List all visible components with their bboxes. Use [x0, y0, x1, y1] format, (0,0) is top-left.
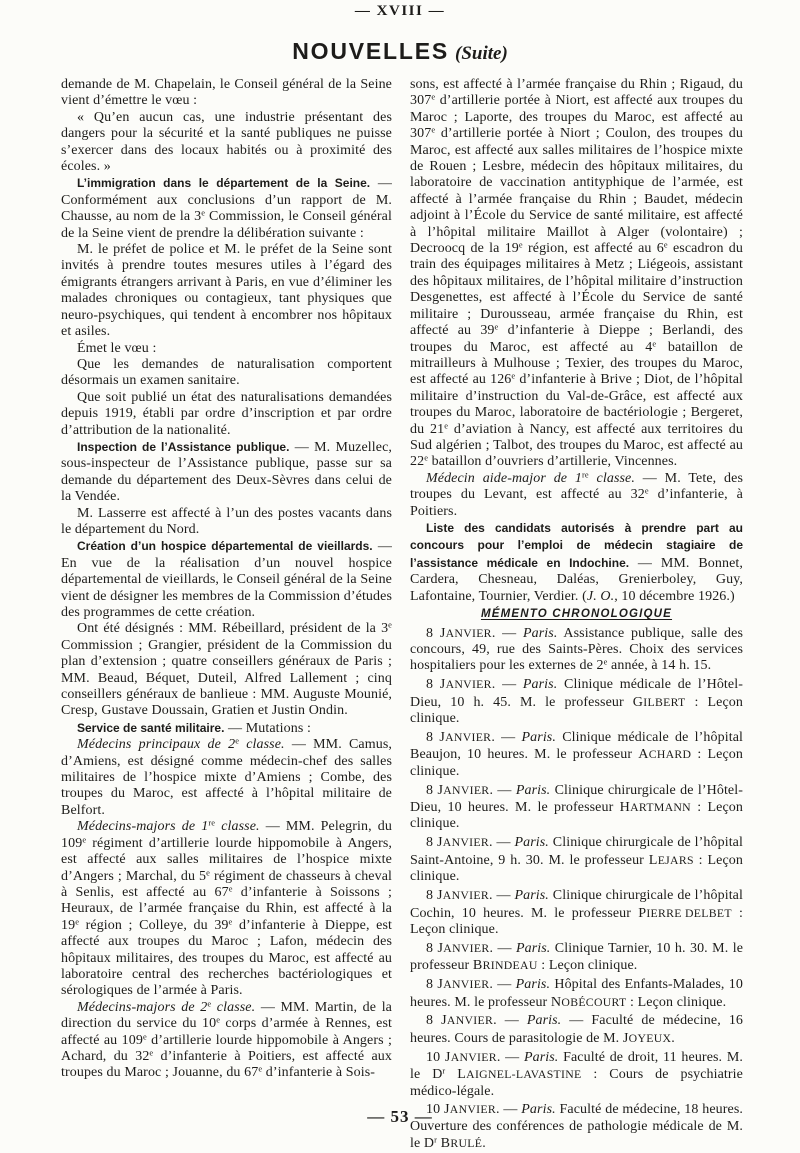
small-caps-run: JANVIER — [437, 781, 490, 798]
superscript-run: e — [228, 884, 233, 894]
text-run: — Faculté de médecine, 16 heures. Cours de parasitologie de M. — [410, 1013, 744, 1046]
superscript-run: r — [434, 1135, 438, 1145]
memento-entry — [410, 729, 743, 780]
text-run: . — — [496, 1049, 524, 1065]
text-run: . — — [491, 625, 523, 641]
small-caps-run: HARTMANN — [619, 799, 691, 816]
small-caps-run: GILBERT — [632, 693, 686, 710]
superscript-run: e — [142, 1031, 147, 1041]
text-run: — En vue de la réalisation d’un nouvel hospice départemental de vieillards, le Conseil général de la Seine vient de désigner les membres de la Commission d’études des programmes de cette création. — [61, 539, 392, 620]
text-run: : Leçon clinique. — [410, 694, 743, 727]
text-run: Clinique chirurgicale de l’hôpital Saint-Antoine, 9 h. 30. M. le professeur — [410, 835, 743, 868]
text-run: 8 — [426, 677, 440, 693]
text-run — [445, 1067, 457, 1082]
small-caps-run: BRINDEAU — [472, 957, 538, 974]
text-run: d’aviation à Nancy, est affecté aux territoires du Sud algérien ; Talbot, des troupes du Maroc, est affecté au 22 — [410, 421, 743, 470]
text-run: . — [671, 1030, 675, 1046]
memento-entry — [410, 782, 743, 833]
text-run: . — — [489, 782, 516, 798]
text-run: 8 — [426, 729, 440, 745]
italic-run: Paris. — [514, 835, 549, 851]
text-run: d’infanterie à Dieppe, est affecté aux troupes du Maroc ; Lafon, médecin des hôpitaux militaires, des troupes du Maroc, est affecté au laboratoire central des recherches bactériologiques et sérologiques de l’armée à Paris. — [61, 917, 392, 999]
paragraph — [410, 77, 743, 471]
text-run: — Conformément aux conclusions d’un rapport de M. Chausse, au nom de la 3 — [61, 176, 392, 225]
text-run: : Leçon clinique. — [626, 994, 727, 1010]
bold-heading-run: Service de santé militaire. — [77, 720, 225, 735]
memento-entry — [410, 887, 743, 938]
superscript-run: e — [652, 338, 657, 348]
text-run: . — — [489, 977, 516, 993]
bold-heading-run: Liste des candidats autorisés à prendre part au concours pour l’emploi de médecin stagiaire de l’assistance médicale en Indochine. — [410, 520, 743, 570]
text-run: Que les demandes de naturalisation comportent désormais un examen sanitaire. — [61, 356, 392, 389]
small-caps-run: BRULÉ — [440, 1135, 483, 1152]
italic-run: classe. — [239, 737, 285, 753]
italic-run: Paris. — [526, 1013, 562, 1029]
small-caps-run: JANVIER — [437, 976, 490, 993]
small-caps-run: NOBÉCOURT — [550, 993, 627, 1010]
superscript-run: e — [201, 208, 206, 218]
italic-run: Paris. — [515, 782, 551, 798]
italic-run: Médecins-majors de 1 — [77, 819, 209, 835]
text-run: d’infanterie à Dieppe ; Berlandi, des troupes du Maroc, est affecté au 4 — [410, 323, 743, 355]
paragraph — [61, 819, 392, 999]
paragraph — [61, 621, 392, 719]
text-run: d’infanterie à Sois- — [262, 1065, 376, 1081]
small-caps-run: JANVIER — [444, 1101, 496, 1118]
memento-entry — [410, 940, 743, 975]
text-run: , 10 décembre 1926.) — [614, 588, 735, 604]
text-run: : Cours de psychiatrie médico-légale. — [410, 1067, 743, 1099]
small-caps-run: LEJARS — [648, 851, 694, 868]
text-run: Hôpital des Enfants-Malades, 10 heures. M. le professeur — [410, 977, 744, 1010]
text-run: Commission, le Conseil général de la Seine vient de prendre la délibération suivante : — [61, 209, 392, 241]
small-caps-run: JANVIER — [439, 624, 492, 641]
text-run: d’artillerie lourde hippomobile à Angers ; Achard, du 32 — [61, 1032, 392, 1064]
superscript-run: e — [424, 453, 429, 463]
memento-heading: MÉMENTO CHRONOLOGIQUE — [480, 608, 673, 620]
paragraph — [61, 1000, 392, 1082]
superscript-run: e — [228, 917, 233, 927]
text-run: Clinique Tarnier, 10 h. 30. M. le professeur — [410, 940, 744, 974]
text-run: d’artillerie portée à Niort ; Coulon, des troupes du Maroc, est affecté aux salles militaires de l’hospice mixte de Rouen ; Lesbre, médecin des hôpitaux militaires, du laboratoire de vaccination antityphique de l’armée, est affecté à l’armée française du Rhin ; Baudet, médecin adjoint à l’École du Service de santé militaire, est affecté à l’hôpital militaire Maillot à Alger (volontaire) ; Decroocq de la 19 — [410, 126, 743, 257]
text-run: d’artillerie portée à Niort, est affecté aux troupes du Maroc ; Laporte, des troupes du Maroc, est affecté au 307 — [410, 93, 743, 142]
superscript-run: e — [216, 1015, 221, 1025]
text-run: Commission ; Grangier, président de la Commission du plan d’extension ; quatre conseillers généraux de Paris ; MM. Beaud, Béquet, Duteil, Alfred Lallement ; cinq conseillers généraux de banlieue : MM. Auguste Mounié, Cresp, Gustave Doussain, Gratien et Justin Ondin. — [61, 637, 392, 719]
text-run: — MM. Bonnet, Cardera, Chesneau, Daléas, Grenierboley, Guy, Lafontaine, Tournier, Verdier. ( — [410, 555, 743, 604]
text-run: 10 — [426, 1102, 444, 1118]
text-run: . — — [488, 835, 515, 851]
italic-run: Médecins principaux de 2 — [77, 737, 236, 753]
text-run: bataillon de mitrailleurs à Mulhouse ; Texier, des troupes du Maroc, est affecté au 126 — [410, 339, 743, 388]
superscript-run: r — [442, 1066, 446, 1076]
text-run: Émet le vœu : — [77, 340, 157, 356]
section-title-main: NOUVELLES — [292, 38, 449, 64]
italic-run: Paris. — [523, 625, 558, 641]
bold-heading-run: L’immigration dans le département de la Seine. — [77, 176, 371, 191]
paragraph — [61, 538, 392, 621]
memento-entries — [410, 625, 743, 1153]
text-run: . — — [491, 677, 523, 693]
small-caps-run: JANVIER — [436, 834, 489, 851]
right-column — [410, 77, 743, 1153]
memento-entry — [410, 676, 743, 727]
text-run: Ont été désignés : MM. Rébeillard, président de la 3 — [77, 621, 389, 637]
text-run: d’infanterie, à Poitiers. — [410, 487, 743, 519]
text-run: régiment d’artillerie lourde hippomobile à Angers, est affecté aux salles militaires de l’hospice mixte d’Angers ; Marchal, du 5 — [61, 835, 392, 884]
small-caps-run: JANVIER — [439, 676, 492, 693]
text-run: 8 — [426, 1013, 442, 1029]
text-run: 10 — [426, 1049, 445, 1065]
text-run: corps d’armée à Rennes, est affecté au 109 — [61, 1016, 392, 1048]
text-run: région ; Colleye, du 39 — [79, 917, 229, 933]
text-run: Clinique médicale de l’Hôtel-Dieu, 10 h. 45. M. le professeur — [410, 677, 743, 710]
superscript-run: e — [511, 371, 516, 381]
memento-entry — [410, 834, 743, 885]
section-title-suffix: (Suite) — [455, 43, 508, 64]
text-run: . — — [488, 888, 515, 904]
superscript-run: e — [235, 736, 240, 746]
superscript-run: e — [518, 240, 523, 250]
text-run: 8 — [426, 977, 438, 993]
superscript-run: e — [494, 322, 499, 332]
superscript-run: e — [431, 92, 436, 102]
text-run: 8 — [426, 835, 437, 851]
text-run: — MM. Martin, de la direction du service du 10 — [61, 999, 392, 1032]
superscript-run: e — [644, 486, 649, 496]
superscript-run: e — [258, 1064, 263, 1074]
paragraph — [61, 175, 392, 242]
superscript-run: e — [663, 240, 668, 250]
italic-run: Paris. — [515, 940, 551, 956]
superscript-run: e — [603, 657, 608, 667]
paragraph — [61, 242, 392, 340]
italic-run: Médecin aide-major de 1 — [426, 470, 583, 486]
text-run: — M. Tete, des troupes du Levant, est affecté au 32 — [410, 470, 744, 503]
text-run: Clinique médicale de l’hôpital Beaujon, 10 heures. M. le professeur — [410, 729, 744, 763]
page-number: — 53 — — [367, 1107, 433, 1126]
small-caps-run: JANVIER — [436, 887, 489, 904]
small-caps-run: PIERRE DELBET — [638, 904, 732, 921]
paragraph — [410, 520, 743, 605]
text-run: d’infanterie à Soissons ; Heuraux, de l’armée française du Rhin, est affecté à la 19 — [61, 884, 392, 933]
text-run: — M. Muzellec, sous-inspecteur de l’Assistance publique, passe sur sa demande du département des Deux-Sèvres dans celui de la Vendée. — [61, 439, 392, 505]
paragraph — [61, 720, 392, 737]
text-run: — MM. Camus, d’Amiens, est désigné comme médecin-chef des salles militaires de l’hospice mixte d’Amiens ; Combe, des troupes du Maroc, est affecté à l’hôpital militaire de Belfort. — [61, 737, 392, 818]
text-run: demande de M. Chapelain, le Conseil général de la Seine vient d’émettre le vœu : — [61, 77, 392, 109]
paragraph — [61, 439, 392, 506]
text-run: d’infanterie à Brive ; Diot, de l’hôpital militaire d’instruction du Val-de-Grâce, est affecté aux troupes du Maroc, laboratoire de bactériologie ; Bergeret, du 21 — [410, 372, 743, 437]
bold-heading-run: Inspection de l’Assistance publique. — [77, 439, 290, 454]
paragraph — [61, 357, 392, 390]
small-caps-run: JANVIER — [441, 1012, 494, 1029]
small-caps-run: JANVIER — [437, 939, 490, 956]
italic-run: Paris. — [521, 729, 556, 745]
text-run: : Leçon clinique. — [410, 852, 743, 885]
superscript-run: e — [388, 620, 392, 630]
section-title — [0, 38, 800, 65]
italic-run: Paris. — [514, 888, 549, 904]
italic-run: Médecins-majors de 2 — [77, 999, 208, 1015]
text-run: . — [482, 1136, 486, 1152]
paragraph — [61, 506, 392, 539]
text-run: — MM. Pelegrin, du 109 — [61, 819, 392, 851]
text-run: 8 — [426, 940, 438, 956]
italic-run: Paris. — [515, 977, 551, 993]
text-run: . — — [489, 940, 516, 956]
superscript-run: e — [206, 867, 210, 877]
text-run: année, à 14 h. 15. — [607, 658, 712, 674]
text-run: . — — [491, 729, 522, 745]
italic-run: classe. — [215, 819, 260, 835]
text-run: Faculté de droit, 11 heures. M. le D — [410, 1049, 743, 1083]
bold-heading-run: Création d’un hospice départemental de vieillards. — [77, 539, 373, 554]
paragraph — [61, 390, 392, 439]
paragraph — [61, 110, 392, 176]
text-run: — Mutations : — [224, 720, 311, 736]
text-run: régiment de chasseurs à cheval à Senlis, est affecté au 67 — [61, 868, 393, 900]
memento-entry — [410, 1012, 743, 1047]
superscript-run: e — [82, 835, 87, 845]
paragraph — [61, 737, 392, 819]
text-run: 8 — [426, 625, 440, 641]
superscript-run: e — [207, 999, 212, 1009]
roman-folio: — XVIII — — [354, 3, 446, 19]
italic-run: Paris. — [522, 677, 558, 693]
text-run: sons, est affecté à l’armée française du Rhin ; Rigaud, du 307 — [410, 77, 743, 109]
small-caps-run: JANVIER — [439, 728, 492, 745]
text-run: Clinique chirurgicale de l’hôpital Cochin, 10 heures. M. le professeur — [410, 888, 743, 921]
paragraph — [410, 471, 743, 520]
text-run: : Leçon clinique. — [410, 800, 743, 832]
italic-run: Paris. — [523, 1049, 559, 1065]
text-run: Clinique chirurgicale de l’Hôtel-Dieu, 10 heures. M. le professeur — [410, 782, 744, 816]
paragraph — [61, 341, 392, 357]
memento-section — [410, 606, 743, 1153]
memento-entry — [410, 625, 743, 675]
text-run: M. le préfet de police et M. le préfet de la Seine sont invités à prendre toutes mesures utiles à l’égard des émigrants étrangers arrivant à Paris, en vue d’éliminer les malades chroniques ou contagieux, tant physiques que neuro-psychiques, qui tendent à encombrer nos hôpitaux et asiles. — [61, 242, 392, 340]
paragraph — [61, 77, 392, 110]
text-run: Assistance publique, salle des concours, 49, rue des Saints-Pères. Choix des services hospitaliers pour les externes de 2 — [410, 625, 744, 674]
text-run: Faculté de médecine, 18 heures. Ouverture des conférences de pathologie médicale de M. le D — [410, 1102, 743, 1152]
superscript-run: re — [208, 818, 216, 828]
superscript-run: e — [75, 917, 80, 927]
text-run: : Leçon clinique. — [410, 905, 743, 937]
italic-run: J. O. — [586, 588, 615, 604]
small-caps-run: LAIGNEL-LAVASTINE — [457, 1066, 582, 1083]
superscript-run: re — [582, 470, 589, 480]
text-run: M. Lasserre est affecté à l’un des postes vacants dans le département du Nord. — [61, 505, 392, 537]
superscript-run: e — [431, 125, 436, 135]
text-run: : Leçon clinique. — [410, 747, 743, 779]
italic-run: Paris. — [521, 1102, 556, 1118]
text-run: 8 — [426, 782, 438, 798]
text-run: Que soit publié un état des naturalisations demandées depuis 1919, établi par ordre d’inscription et par ordre d’attribution de la nationalité. — [61, 389, 392, 438]
text-run: d’infanterie à Poitiers, est affecté aux troupes du Maroc ; Jouanne, du 67 — [61, 1048, 392, 1081]
text-run: région, est affecté au 6 — [522, 241, 664, 257]
superscript-run: e — [444, 420, 449, 430]
text-run: . — — [495, 1102, 522, 1118]
text-run: : Leçon clinique. — [537, 958, 638, 974]
text-run: 8 — [426, 888, 437, 904]
memento-entry — [410, 976, 743, 1011]
small-caps-run: JOYEUX — [622, 1029, 672, 1046]
left-column — [61, 77, 392, 1082]
memento-entry — [410, 1049, 743, 1100]
small-caps-run: ACHARD — [638, 746, 692, 763]
italic-run: classe. — [211, 999, 256, 1015]
italic-run: classe. — [588, 470, 635, 486]
text-run: escadron du train des équipages militaires à Metz ; Liégeois, assistant des hôpitaux militaires, de l’hôpital militaire d’instruction Desgenettes, est affecté à l’École du Service de santé militaire ; Durousseau, armée française du Rhin, est affecté au 39 — [410, 241, 744, 339]
superscript-run: e — [149, 1048, 154, 1058]
text-run: « Qu’en aucun cas, une industrie présentant des dangers pour la sécurité et la santé publiques ne puisse s’exercer dans des locaux habités ou à proximité des écoles. » — [61, 109, 392, 175]
text-run: bataillon d’ouvriers d’artillerie, Vincennes. — [428, 454, 678, 470]
small-caps-run: JANVIER — [444, 1048, 497, 1065]
text-run: . — — [493, 1013, 527, 1029]
